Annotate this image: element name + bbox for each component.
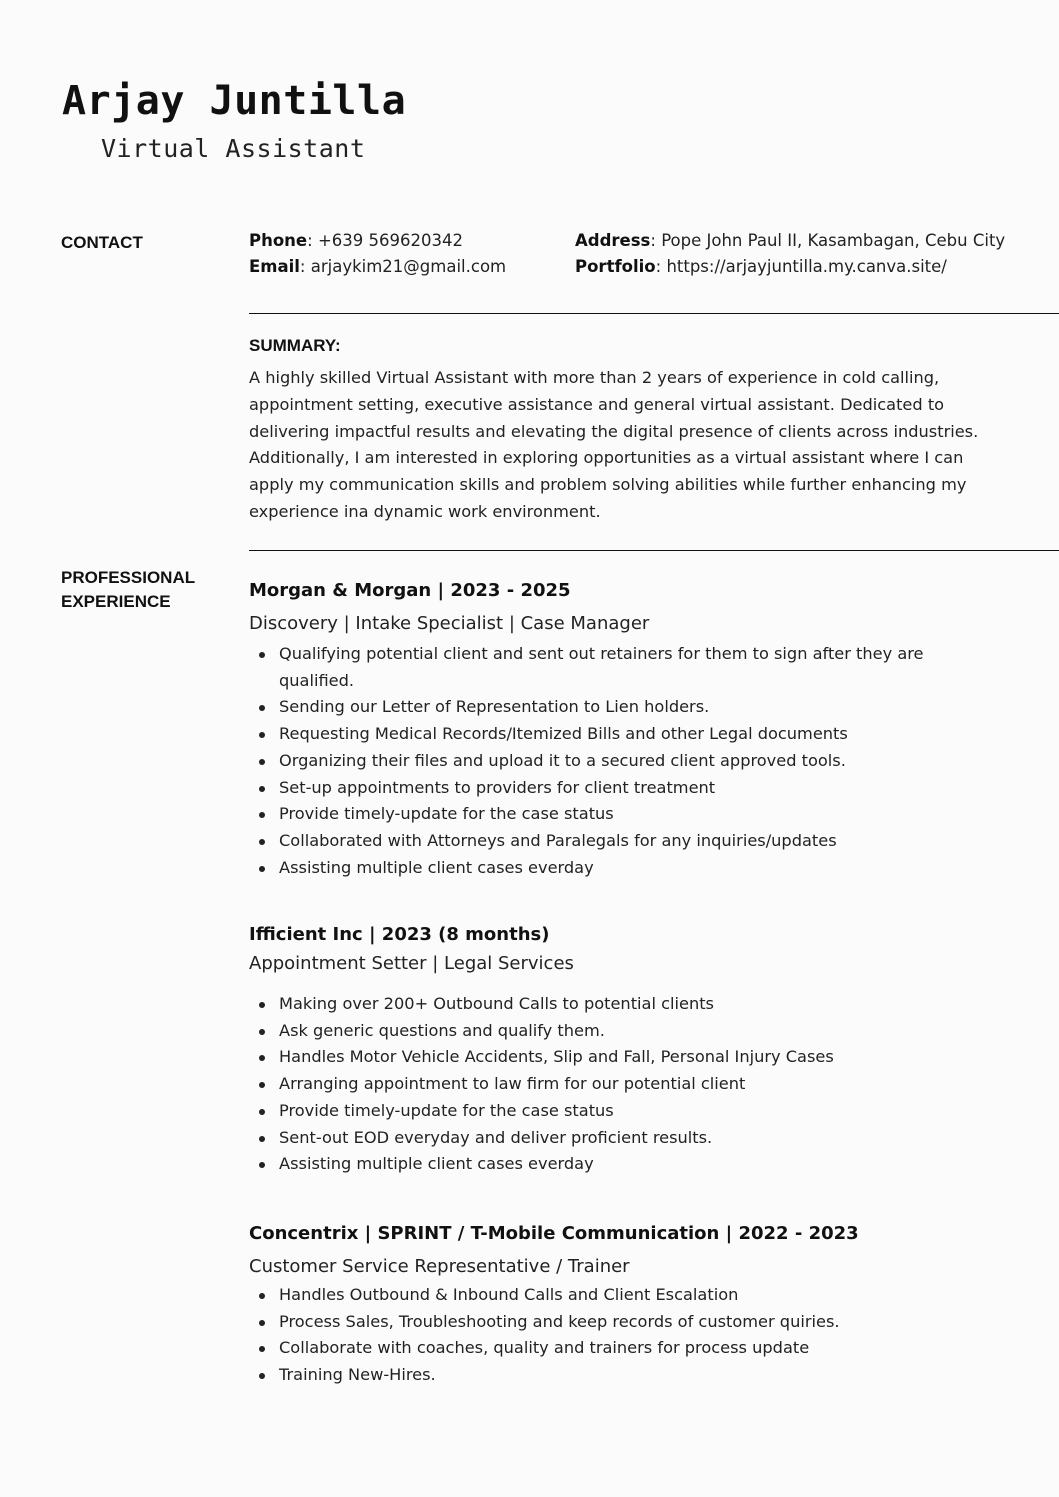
list-item: Collaborate with coaches, quality and trainers for process update bbox=[249, 1335, 989, 1362]
section-divider bbox=[249, 550, 1059, 551]
list-item: Provide timely-update for the case status bbox=[249, 801, 989, 828]
contact-address: Address: Pope John Paul II, Kasambagan, Cebu City bbox=[575, 231, 1006, 250]
email-value: arjaykim21@gmail.com bbox=[310, 257, 507, 276]
bullet-icon bbox=[259, 652, 265, 658]
list-item: Set-up appointments to providers for client treatment bbox=[249, 775, 989, 802]
address-value: Pope John Paul II, Kasambagan, Cebu City bbox=[661, 231, 1006, 250]
list-item: Sent-out EOD everyday and deliver proficient results. bbox=[249, 1125, 989, 1152]
list-item: Collaborated with Attorneys and Paralegals for any inquiries/updates bbox=[249, 828, 989, 855]
contact-portfolio: Portfolio: https://arjayjuntilla.my.canva.site/ bbox=[575, 257, 947, 276]
list-item: Assisting multiple client cases everday bbox=[249, 855, 989, 882]
bullet-icon bbox=[259, 1320, 265, 1326]
contact-section-label: CONTACT bbox=[61, 233, 143, 252]
bullet-icon bbox=[259, 1293, 265, 1299]
bullet-icon bbox=[259, 1136, 265, 1142]
job-title: Concentrix | SPRINT / T-Mobile Communication | 2022 - 2023 bbox=[249, 1223, 859, 1244]
bullet-icon bbox=[259, 1162, 265, 1168]
bullet-icon bbox=[259, 705, 265, 711]
list-item: Making over 200+ Outbound Calls to potential clients bbox=[249, 991, 989, 1018]
list-item: Arranging appointment to law firm for our potential client bbox=[249, 1071, 989, 1098]
list-item: Ask generic questions and qualify them. bbox=[249, 1018, 989, 1045]
list-item: Qualifying potential client and sent out retainers for them to sign after they are qualified. bbox=[249, 641, 989, 694]
list-item: Sending our Letter of Representation to Lien holders. bbox=[249, 694, 989, 721]
bullet-icon bbox=[259, 732, 265, 738]
list-item: Process Sales, Troubleshooting and keep records of customer quiries. bbox=[249, 1309, 989, 1336]
list-item: Organizing their files and upload it to a secured client approved tools. bbox=[249, 748, 989, 775]
job-title: Ifficient Inc | 2023 (8 months) bbox=[249, 924, 550, 945]
bullet-icon bbox=[259, 1082, 265, 1088]
experience-entry bbox=[249, 922, 989, 1178]
job-duties-list bbox=[249, 991, 989, 1178]
summary-text: A highly skilled Virtual Assistant with more than 2 years of experience in cold calling, appointment setting, executive assistance and general virtual assistant. Dedicated to delivering impactful results and elevating the digital presence of clients across industries. Additionally, I am interested in exploring opportunities as a virtual assistant where I can apply my communication skills and problem solving abilities while further enhancing my experience ina dynamic work environment. bbox=[249, 368, 979, 521]
summary-heading: SUMMARY: bbox=[249, 336, 341, 355]
list-item: Provide timely-update for the case status bbox=[249, 1098, 989, 1125]
portfolio-label: Portfolio bbox=[575, 257, 656, 276]
contact-phone: Phone: +639 569620342 bbox=[249, 231, 463, 250]
bullet-icon bbox=[259, 1055, 265, 1061]
job-duties-list bbox=[249, 1282, 989, 1389]
bullet-icon bbox=[259, 759, 265, 765]
address-label: Address bbox=[575, 231, 651, 250]
bullet-icon bbox=[259, 1029, 265, 1035]
bullet-icon bbox=[259, 866, 265, 872]
candidate-role: Virtual Assistant bbox=[101, 134, 366, 163]
section-divider bbox=[249, 313, 1059, 314]
list-item: Handles Motor Vehicle Accidents, Slip and Fall, Personal Injury Cases bbox=[249, 1044, 989, 1071]
list-item: Training New-Hires. bbox=[249, 1362, 989, 1389]
job-role: Customer Service Representative / Trainer bbox=[249, 1256, 630, 1277]
bullet-icon bbox=[259, 1373, 265, 1379]
job-duties-list bbox=[249, 641, 989, 881]
list-item: Handles Outbound & Inbound Calls and Client Escalation bbox=[249, 1282, 989, 1309]
bullet-icon bbox=[259, 1002, 265, 1008]
bullet-icon bbox=[259, 786, 265, 792]
candidate-name: Arjay Juntilla bbox=[62, 78, 407, 124]
portfolio-link[interactable]: https://arjayjuntilla.my.canva.site/ bbox=[666, 257, 947, 276]
email-label: Email bbox=[249, 257, 300, 276]
phone-value: +639 569620342 bbox=[317, 231, 463, 250]
phone-label: Phone bbox=[249, 231, 308, 250]
bullet-icon bbox=[259, 1109, 265, 1115]
job-role: Discovery | Intake Specialist | Case Manager bbox=[249, 613, 650, 634]
experience-entry bbox=[249, 1221, 989, 1389]
job-role: Appointment Setter | Legal Services bbox=[249, 953, 574, 974]
job-title: Morgan & Morgan | 2023 - 2025 bbox=[249, 580, 571, 601]
bullet-icon bbox=[259, 812, 265, 818]
bullet-icon bbox=[259, 1346, 265, 1352]
list-item: Requesting Medical Records/Itemized Bills and other Legal documents bbox=[249, 721, 989, 748]
experience-entry bbox=[249, 578, 989, 881]
list-item: Assisting multiple client cases everday bbox=[249, 1151, 989, 1178]
contact-email: Email: arjaykim21@gmail.com bbox=[249, 257, 507, 276]
experience-section-label: PROFESSIONAL EXPERIENCE bbox=[61, 568, 195, 611]
bullet-icon bbox=[259, 839, 265, 845]
